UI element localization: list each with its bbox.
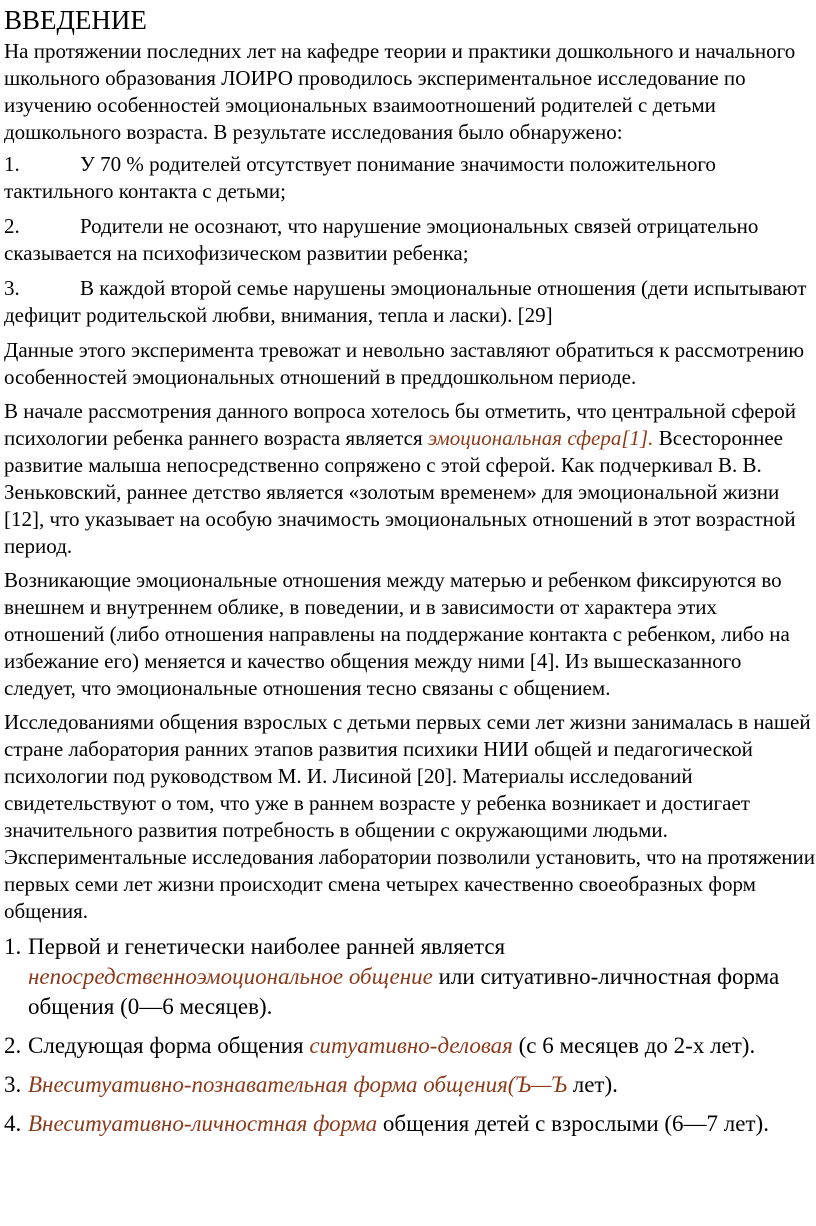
finding-text: У 70 % родителей отсутствует понимание значимости положительного тактильного контакта с детьми; bbox=[4, 152, 716, 203]
form-emphasis: непосредственноэмоциональное общение bbox=[28, 964, 433, 989]
finding-number: 2. bbox=[4, 214, 20, 238]
emphasis-text: эмоциональная сфера[1]. bbox=[427, 426, 654, 450]
finding-item bbox=[4, 151, 816, 205]
finding-number: 3. bbox=[4, 276, 20, 300]
experiment-paragraph: Данные этого эксперимента тревожат и невольно заставляют обратиться к рассмотрению особенностей эмоциональных отношений в преддошкольном периоде. bbox=[4, 338, 805, 389]
findings-list bbox=[4, 151, 816, 329]
form-number: 3. bbox=[4, 1072, 22, 1097]
form-item bbox=[4, 1109, 816, 1139]
paragraph-text: В начале рассмотрения данного вопроса хотелось бы отметить, что центральной сферой психологии ребенка раннего возраста является bbox=[4, 399, 796, 450]
paragraph-text: Всестороннее развитие малыша непосредственно сопряжено с этой сферой. Как подчеркивал В. В. Зеньковский, раннее детство является «золотым временем» для эмоциональной жизни [12], что указывает на особую значимость эмоциональных отношений в этот возрастной период. bbox=[4, 426, 796, 558]
form-text: Первой и генетически наиболее ранней является bbox=[28, 934, 506, 959]
finding-number: 1. bbox=[4, 152, 20, 176]
form-number: 4. bbox=[4, 1111, 22, 1136]
mother-child-paragraph: Возникающие эмоциональные отношения между матерью и ребенком фиксируются во внешнем и внутреннем облике, в поведении, и в зависимости от характера этих отношений (либо отношения направлены на поддержание контакта с ребенком, либо на избежание его) меняется и качество общения между ними [4]. Из вышесказанного следует, что эмоциональные отношения тесно связаны с общением. bbox=[4, 568, 790, 700]
finding-item bbox=[4, 213, 816, 267]
communication-forms-list bbox=[4, 932, 816, 1139]
form-item bbox=[4, 932, 816, 1022]
finding-text: Родители не осознают, что нарушение эмоциональных связей отрицательно сказывается на психофизическом развитии ребенка; bbox=[4, 214, 759, 265]
form-text: лет). bbox=[567, 1072, 618, 1097]
form-text: общения детей с взрослыми (6—7 лет). bbox=[377, 1111, 769, 1136]
finding-text: В каждой второй семье нарушены эмоциональные отношения (дети испытывают дефицит родительской любви, внимания, тепла и ласки). [29] bbox=[4, 276, 807, 327]
form-emphasis: ситуативно-деловая bbox=[309, 1033, 513, 1058]
form-text: или ситуативно-личностная форма общения (0—6 месяцев). bbox=[28, 964, 780, 1019]
form-number: 1. bbox=[4, 934, 22, 959]
form-emphasis: Внеситуативно-личностная форма bbox=[28, 1111, 378, 1136]
intro-paragraph: На протяжении последних лет на кафедре теории и практики дошкольного и начального школьного образования ЛОИРО проводилось экспериментальное исследование по изучению особенностей эмоциональных взаимоотношений родителей с детьми дошкольного возраста. В результате исследования было обнаружено: bbox=[4, 39, 796, 144]
document-heading: ВВЕДЕНИЕ bbox=[4, 5, 147, 35]
form-item bbox=[4, 1070, 816, 1100]
document-page bbox=[0, 4, 816, 1139]
form-item bbox=[4, 1031, 816, 1061]
form-text: (с 6 месяцев до 2-х лет). bbox=[512, 1033, 756, 1058]
emotional-sphere-paragraph bbox=[4, 398, 816, 560]
finding-item bbox=[4, 275, 816, 329]
research-paragraph: Исследованиями общения взрослых с детьми первых семи лет жизни занималась в нашей стране лаборатория ранних этапов развития психики НИИ общей и педагогической психологии под руководством М. И. Лисиной [20]. Материалы исследований свидетельствуют о том, что уже в раннем возрасте у ребенка возникает и достигает значительного развития потребность в общении с окружающими людьми. Экспериментальные исследования лаборатории позволили установить, что на протяжении первых семи лет жизни происходит смена четырех качественно своеобразных форм общения. bbox=[4, 710, 815, 923]
form-number: 2. bbox=[4, 1033, 22, 1058]
form-text: Следующая форма общения bbox=[28, 1033, 310, 1058]
form-emphasis: Внеситуативно-познавательная форма общения(Ъ—Ъ bbox=[28, 1072, 567, 1097]
